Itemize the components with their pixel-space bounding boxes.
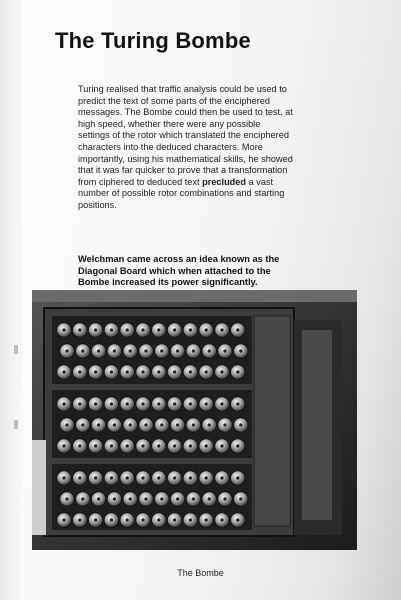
paragraph-1-text-b: a vast number of possible rotor combinations and starting positions. (78, 176, 285, 210)
paragraph-1-emphasis: precluded (202, 176, 247, 187)
photo-caption: The Bombe (177, 568, 224, 578)
rotor-drum-hub (126, 370, 129, 373)
rotor-drum-hub (126, 476, 129, 479)
rotor-drum-hub (62, 476, 65, 479)
rotor-drum-hub (129, 423, 132, 426)
rotor-drum-hub (110, 370, 113, 373)
rotor-drum-hub (144, 497, 147, 500)
rotor-drum-hub (94, 518, 97, 521)
rotor-drum-hub (141, 518, 144, 521)
rotor-drum-hub (192, 349, 195, 352)
rotor-drum-hub (65, 349, 68, 352)
rotor-drum-hub (110, 328, 113, 331)
rotor-drum-hub (173, 370, 176, 373)
rotor-drum-hub (236, 402, 239, 405)
rotor-drum-hub (113, 349, 116, 352)
rotor-drum-hub (157, 328, 160, 331)
rotor-drum-hub (157, 476, 160, 479)
rotor-drum-hub (205, 402, 208, 405)
rotor-drum-hub (144, 423, 147, 426)
rotor-drum-hub (205, 518, 208, 521)
rotor-drum-hub (62, 328, 65, 331)
rotor-drum-hub (97, 497, 100, 500)
rotor-drum-hub (160, 497, 163, 500)
rotor-drum-hub (141, 476, 144, 479)
bombe-illustration (32, 290, 357, 550)
rotor-drum-hub (110, 444, 113, 447)
rotor-drum-hub (173, 444, 176, 447)
rotor-drum-hub (62, 518, 65, 521)
rotor-drum-hub (173, 402, 176, 405)
body-paragraph-2: Welchman came across an idea known as the Diagonal Board which when attached to the Bombe increased its power significantly. (78, 254, 280, 288)
rotor-drum-hub (65, 423, 68, 426)
rotor-drum-hub (81, 349, 84, 352)
rotor-drum-hub (223, 497, 226, 500)
rotor-drum-hub (220, 444, 223, 447)
rotor-drum-hub (236, 370, 239, 373)
rotor-drum-hub (157, 518, 160, 521)
rotor-drum-hub (126, 328, 129, 331)
rotor-drum-hub (141, 402, 144, 405)
rotor-drum-hub (189, 476, 192, 479)
rotor-drum-hub (176, 423, 179, 426)
rotor-drum-hub (223, 349, 226, 352)
rotor-drum-hub (113, 497, 116, 500)
rotor-drum-hub (97, 423, 100, 426)
rotor-drum-hub (94, 476, 97, 479)
rotor-drum-hub (220, 402, 223, 405)
rotor-drum-hub (65, 497, 68, 500)
rotor-drum-hub (160, 423, 163, 426)
rotor-drum-hub (126, 444, 129, 447)
rotor-drum-hub (220, 518, 223, 521)
rotor-drum-hub (239, 349, 242, 352)
rotor-drum-hub (220, 370, 223, 373)
rotor-drum-hub (141, 328, 144, 331)
rotor-drum-hub (62, 370, 65, 373)
rotor-drum-hub (173, 518, 176, 521)
rotor-drum-hub (220, 328, 223, 331)
rotor-drum-hub (113, 423, 116, 426)
rotor-drum-hub (78, 476, 81, 479)
rotor-drum-hub (110, 476, 113, 479)
rotor-drum-hub (110, 518, 113, 521)
rotor-drum-hub (236, 518, 239, 521)
rotor-drum-hub (157, 444, 160, 447)
body-paragraph-1 (78, 84, 293, 212)
rotor-drum-hub (110, 402, 113, 405)
rotor-drum-hub (176, 497, 179, 500)
rotor-drum-hub (239, 423, 242, 426)
rotor-drum-hub (129, 497, 132, 500)
rotor-drum-hub (173, 328, 176, 331)
page-edge (0, 0, 22, 600)
rotor-drum-hub (126, 518, 129, 521)
rotor-drum-hub (189, 328, 192, 331)
rotor-drum-hub (160, 349, 163, 352)
rotor-drum-hub (176, 349, 179, 352)
rotor-drum-hub (94, 370, 97, 373)
rotor-drum-hub (62, 402, 65, 405)
rotor-drum-hub (81, 423, 84, 426)
rotor-drum-hub (205, 328, 208, 331)
rotor-drum-hub (189, 402, 192, 405)
rotor-drum-hub (157, 370, 160, 373)
rotor-drum-hub (129, 349, 132, 352)
rotor-drum-hub (236, 444, 239, 447)
rotor-drum-hub (97, 349, 100, 352)
bombe-photo (32, 290, 357, 550)
binder-hole (14, 420, 18, 429)
rotor-drum-hub (192, 423, 195, 426)
rotor-drum-hub (126, 402, 129, 405)
rotor-drum-hub (205, 444, 208, 447)
rotor-drum-hub (62, 444, 65, 447)
rotor-drum-hub (141, 370, 144, 373)
rotor-drum-hub (78, 518, 81, 521)
binder-hole (14, 345, 18, 354)
paragraph-1-text-a: Turing realised that traffic analysis could be used to predict the text of some parts of the enciphered messages. The Bombe could then be used to test, at high speed, whether there were any possible settings of the rotor which translated the enciphered characters into the deduced characters. More importantly, using his mathematical skills, he showed that it was far quicker to prove that a transformation from ciphered to deduced text (78, 84, 293, 187)
rotor-drum-hub (144, 349, 147, 352)
rotor-drum-hub (78, 328, 81, 331)
rotor-drum-hub (223, 423, 226, 426)
rotor-drum-hub (81, 497, 84, 500)
rotor-drum-hub (192, 497, 195, 500)
rotor-drum-hub (189, 518, 192, 521)
rotor-drum-hub (189, 370, 192, 373)
rotor-drum-hub (157, 402, 160, 405)
rotor-drum-hub (208, 349, 211, 352)
rotor-drum-hub (189, 444, 192, 447)
rotor-drum-hub (208, 497, 211, 500)
rotor-drum-hub (236, 328, 239, 331)
rotor-drum-hub (141, 444, 144, 447)
rotor-drum-hub (205, 476, 208, 479)
rotor-drum-hub (78, 402, 81, 405)
rotor-drum-hub (236, 476, 239, 479)
rotor-drum-hub (239, 497, 242, 500)
rotor-drum-hub (94, 328, 97, 331)
rotor-drum-hub (205, 370, 208, 373)
rotor-drum-hub (94, 444, 97, 447)
rotor-drum-hub (78, 444, 81, 447)
rotor-drum-hub (208, 423, 211, 426)
page-title: The Turing Bombe (55, 28, 251, 53)
rotor-drum-hub (220, 476, 223, 479)
rotor-drum-hub (94, 402, 97, 405)
rotor-drum-hub (78, 370, 81, 373)
rotor-drum-hub (173, 476, 176, 479)
